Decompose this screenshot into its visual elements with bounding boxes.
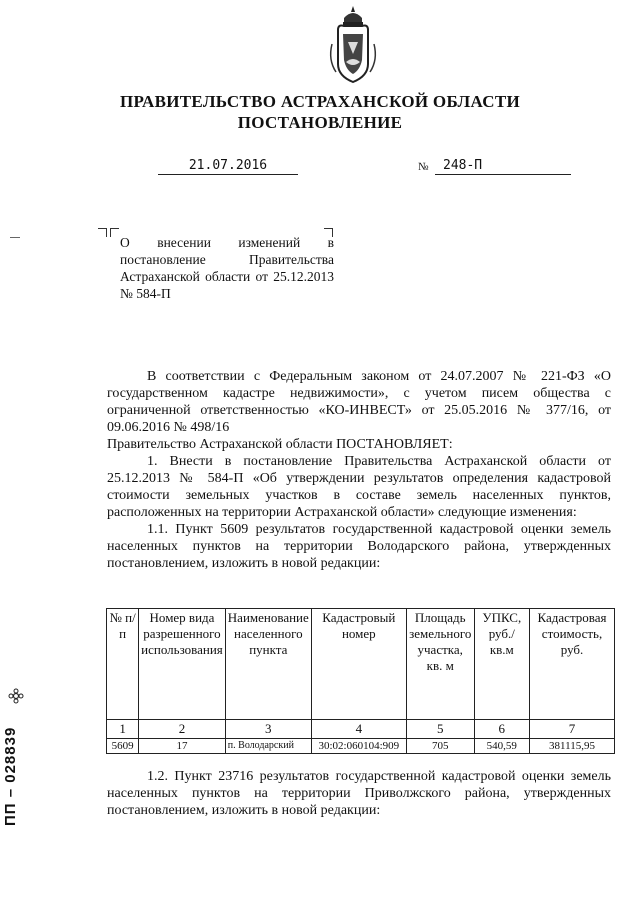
document-body-continued xyxy=(107,768,611,819)
preamble-paragraph: В соответствии с Федеральным законом от 24.07.2007 № 221-ФЗ «О государственном кадастре недвижимости», с учетом писем общества с ограниченной ответственностью «КО-ИНВЕСТ» от 25.05.2016 № 377/16, от 09.06.2016 № 498/16 xyxy=(107,369,611,435)
row-cell-settlement: п. Володарский xyxy=(225,739,311,754)
bracket-left-inner xyxy=(110,228,119,237)
index-cell: 7 xyxy=(530,720,615,739)
cadastral-table xyxy=(106,608,615,754)
row-cell-cadastral-number: 30:02:060104:909 xyxy=(311,739,406,754)
document-number: 248-П xyxy=(435,158,571,175)
index-cell: 2 xyxy=(139,720,226,739)
serial-stamp: ПП – 028839 xyxy=(2,726,19,826)
index-cell: 6 xyxy=(474,720,529,739)
header-cell-cadastral-value: Кадастровая стоимость, руб. xyxy=(530,609,615,720)
header-cell-cadastral-number: Кадастровый номер xyxy=(311,609,406,720)
header-cell-number: № п/п xyxy=(107,609,139,720)
number-label: № xyxy=(418,161,429,173)
table-index-row xyxy=(107,720,615,739)
row-cell-cadastral-value: 381115,95 xyxy=(530,739,615,754)
header-cell-upks: УПКС, руб./ кв.м xyxy=(474,609,529,720)
row-cell-use-type: 17 xyxy=(139,739,226,754)
header-cell-settlement: Наименование населенного пункта xyxy=(225,609,311,720)
index-cell: 1 xyxy=(107,720,139,739)
item-1-1-paragraph: 1.1. Пункт 5609 результатов государственной кадастровой оценки земель населенных пунктов на территории Володарского района, утвержденных постановлением, изложить в новой редакции: xyxy=(107,522,611,571)
header-cell-area: Площадь земельного участка, кв. м xyxy=(406,609,474,720)
table-header-row xyxy=(107,609,615,720)
document-body xyxy=(107,368,611,572)
row-cell-area: 705 xyxy=(406,739,474,754)
index-cell: 4 xyxy=(311,720,406,739)
row-cell-upks: 540,59 xyxy=(474,739,529,754)
item-1-paragraph: 1. Внести в постановление Правительства Астраханской области от 25.12.2013 № 584-П «Об утверждении результатов определения кадастровой стоимости земельных участков в составе земель населенных пунктов, расположенных на территории Астраханской области» следующие изменения: xyxy=(107,454,611,520)
index-cell: 5 xyxy=(406,720,474,739)
document-date: 21.07.2016 xyxy=(158,158,298,175)
margin-tick xyxy=(10,237,20,238)
table-row xyxy=(107,739,615,754)
coat-of-arms-emblem xyxy=(326,4,380,84)
bracket-left-outer xyxy=(98,228,107,237)
stamp-flower-icon xyxy=(8,688,24,704)
government-title: ПРАВИТЕЛЬСТВО АСТРАХАНСКОЙ ОБЛАСТИ xyxy=(120,92,520,111)
resolve-paragraph: Правительство Астраханской области ПОСТАНОВЛЯЕТ: xyxy=(107,437,453,452)
index-cell: 3 xyxy=(225,720,311,739)
row-cell-number: 5609 xyxy=(107,739,139,754)
header-cell-use-type: Номер вида разрешенного использования xyxy=(139,609,226,720)
item-1-2-paragraph: 1.2. Пункт 23716 результатов государственной кадастровой оценки земель населенных пунктов на территории Приволжского района, утвержденных постановлением, изложить в новой редакции: xyxy=(107,769,611,818)
document-subject: О внесении изменений в постановление Правительства Астраханской области от 25.12.2013 № 584-П xyxy=(120,235,334,301)
document-kind: ПОСТАНОВЛЕНИЕ xyxy=(237,113,403,132)
